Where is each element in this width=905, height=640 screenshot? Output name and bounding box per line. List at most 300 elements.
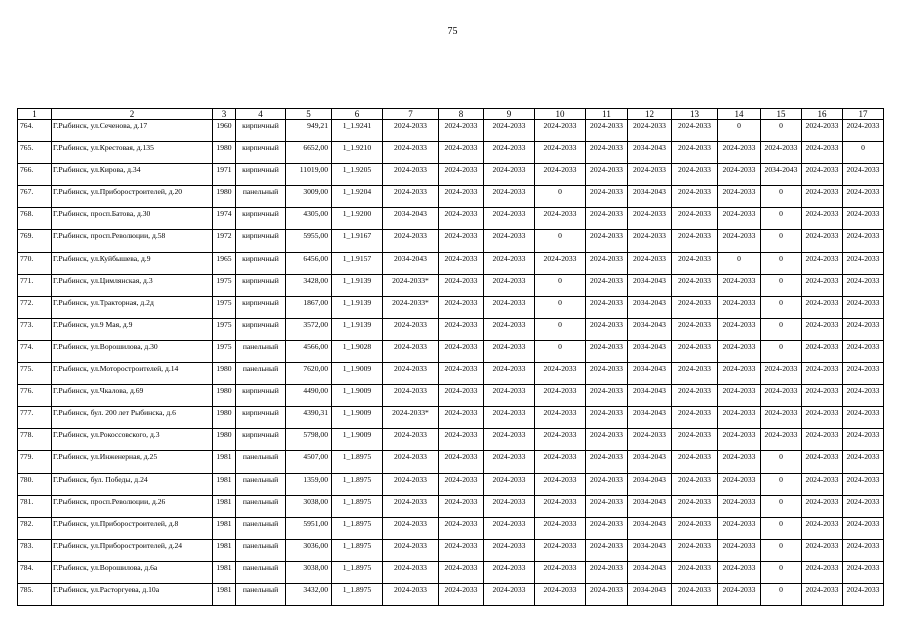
column-header: 1 bbox=[18, 109, 52, 120]
period-9-cell: 2024-2033 bbox=[484, 407, 535, 429]
address-cell: Г.Рыбинск, ул.Куйбышева, д.9 bbox=[52, 252, 213, 274]
period-7-cell: 2024-2033 bbox=[383, 385, 439, 407]
code-cell: 1_1.9205 bbox=[332, 164, 383, 186]
period-13-cell: 2024-2033 bbox=[672, 407, 718, 429]
row-number-cell: 778. bbox=[18, 429, 52, 451]
period-14-cell: 2024-2033 bbox=[718, 539, 761, 561]
period-12-cell: 2034-2043 bbox=[628, 583, 672, 605]
period-10-cell: 0 bbox=[535, 186, 586, 208]
period-9-cell: 2024-2033 bbox=[484, 318, 535, 340]
period-10-cell: 2024-2033 bbox=[535, 495, 586, 517]
period-13-cell: 2024-2033 bbox=[672, 340, 718, 362]
period-14-cell: 2024-2033 bbox=[718, 142, 761, 164]
wall-material-cell: кирпичный bbox=[236, 208, 286, 230]
period-16-cell: 2024-2033 bbox=[802, 142, 843, 164]
row-number-cell: 775. bbox=[18, 363, 52, 385]
area-cell: 3038,00 bbox=[286, 561, 332, 583]
row-number-cell: 767. bbox=[18, 186, 52, 208]
period-10-cell: 2024-2033 bbox=[535, 120, 586, 142]
code-cell: 1_1.9204 bbox=[332, 186, 383, 208]
area-cell: 4507,00 bbox=[286, 451, 332, 473]
period-12-cell: 2024-2033 bbox=[628, 164, 672, 186]
table-row bbox=[18, 296, 884, 318]
row-number-cell: 768. bbox=[18, 208, 52, 230]
area-cell: 5951,00 bbox=[286, 517, 332, 539]
period-13-cell: 2024-2033 bbox=[672, 451, 718, 473]
period-11-cell: 2024-2033 bbox=[586, 230, 628, 252]
period-9-cell: 2024-2033 bbox=[484, 561, 535, 583]
column-header: 3 bbox=[213, 109, 236, 120]
area-cell: 6652,00 bbox=[286, 142, 332, 164]
period-16-cell: 2024-2033 bbox=[802, 252, 843, 274]
period-16-cell: 2024-2033 bbox=[802, 318, 843, 340]
area-cell: 1867,00 bbox=[286, 296, 332, 318]
area-cell: 4490,00 bbox=[286, 385, 332, 407]
period-14-cell: 2024-2033 bbox=[718, 495, 761, 517]
period-17-cell: 2024-2033 bbox=[843, 539, 884, 561]
code-cell: 1_1.8975 bbox=[332, 561, 383, 583]
period-14-cell: 2024-2033 bbox=[718, 208, 761, 230]
period-16-cell: 2024-2033 bbox=[802, 407, 843, 429]
column-header: 12 bbox=[628, 109, 672, 120]
period-14-cell: 2024-2033 bbox=[718, 429, 761, 451]
row-number-cell: 769. bbox=[18, 230, 52, 252]
code-cell: 1_1.9139 bbox=[332, 274, 383, 296]
period-13-cell: 2024-2033 bbox=[672, 208, 718, 230]
period-7-cell: 2024-2033* bbox=[383, 296, 439, 318]
period-12-cell: 2034-2043 bbox=[628, 318, 672, 340]
period-12-cell: 2024-2033 bbox=[628, 208, 672, 230]
column-header: 4 bbox=[236, 109, 286, 120]
year-built-cell: 1981 bbox=[213, 495, 236, 517]
period-17-cell: 2024-2033 bbox=[843, 318, 884, 340]
column-header: 10 bbox=[535, 109, 586, 120]
period-16-cell: 2024-2033 bbox=[802, 495, 843, 517]
buildings-table bbox=[17, 108, 884, 606]
year-built-cell: 1981 bbox=[213, 473, 236, 495]
period-16-cell: 2024-2033 bbox=[802, 451, 843, 473]
period-10-cell: 2024-2033 bbox=[535, 252, 586, 274]
area-cell: 11019,00 bbox=[286, 164, 332, 186]
row-number-cell: 771. bbox=[18, 274, 52, 296]
period-14-cell: 2024-2033 bbox=[718, 583, 761, 605]
wall-material-cell: кирпичный bbox=[236, 164, 286, 186]
year-built-cell: 1980 bbox=[213, 429, 236, 451]
code-cell: 1_1.8975 bbox=[332, 539, 383, 561]
period-15-cell: 0 bbox=[761, 230, 802, 252]
period-9-cell: 2024-2033 bbox=[484, 473, 535, 495]
code-cell: 1_1.9009 bbox=[332, 429, 383, 451]
wall-material-cell: панельный bbox=[236, 473, 286, 495]
year-built-cell: 1981 bbox=[213, 451, 236, 473]
period-16-cell: 2024-2033 bbox=[802, 274, 843, 296]
code-cell: 1_1.9139 bbox=[332, 296, 383, 318]
period-12-cell: 2034-2043 bbox=[628, 561, 672, 583]
period-8-cell: 2024-2033 bbox=[439, 340, 484, 362]
period-17-cell: 2024-2033 bbox=[843, 495, 884, 517]
address-cell: Г.Рыбинск, ул.Инженерная, д.25 bbox=[52, 451, 213, 473]
period-17-cell: 2024-2033 bbox=[843, 164, 884, 186]
area-cell: 6456,00 bbox=[286, 252, 332, 274]
period-12-cell: 2034-2043 bbox=[628, 539, 672, 561]
year-built-cell: 1980 bbox=[213, 407, 236, 429]
period-15-cell: 2024-2033 bbox=[761, 429, 802, 451]
period-8-cell: 2024-2033 bbox=[439, 429, 484, 451]
period-12-cell: 2034-2043 bbox=[628, 495, 672, 517]
code-cell: 1_1.9241 bbox=[332, 120, 383, 142]
table-row bbox=[18, 274, 884, 296]
area-cell: 3428,00 bbox=[286, 274, 332, 296]
period-12-cell: 2034-2043 bbox=[628, 407, 672, 429]
period-12-cell: 2034-2043 bbox=[628, 473, 672, 495]
period-16-cell: 2024-2033 bbox=[802, 164, 843, 186]
period-8-cell: 2024-2033 bbox=[439, 539, 484, 561]
table-row bbox=[18, 363, 884, 385]
period-14-cell: 2024-2033 bbox=[718, 186, 761, 208]
period-14-cell: 0 bbox=[718, 252, 761, 274]
period-14-cell: 2024-2033 bbox=[718, 473, 761, 495]
area-cell: 3009,00 bbox=[286, 186, 332, 208]
period-9-cell: 2024-2033 bbox=[484, 164, 535, 186]
period-17-cell: 2024-2033 bbox=[843, 407, 884, 429]
period-7-cell: 2024-2033 bbox=[383, 495, 439, 517]
period-8-cell: 2024-2033 bbox=[439, 407, 484, 429]
period-10-cell: 2024-2033 bbox=[535, 164, 586, 186]
wall-material-cell: панельный bbox=[236, 186, 286, 208]
year-built-cell: 1981 bbox=[213, 561, 236, 583]
period-10-cell: 2024-2033 bbox=[535, 561, 586, 583]
period-11-cell: 2024-2033 bbox=[586, 473, 628, 495]
period-14-cell: 2024-2033 bbox=[718, 407, 761, 429]
wall-material-cell: кирпичный bbox=[236, 429, 286, 451]
code-cell: 1_1.9028 bbox=[332, 340, 383, 362]
period-12-cell: 2034-2043 bbox=[628, 142, 672, 164]
period-9-cell: 2024-2033 bbox=[484, 296, 535, 318]
wall-material-cell: панельный bbox=[236, 517, 286, 539]
period-8-cell: 2024-2033 bbox=[439, 120, 484, 142]
address-cell: Г.Рыбинск, ул.Чкалова, д.69 bbox=[52, 385, 213, 407]
period-8-cell: 2024-2033 bbox=[439, 517, 484, 539]
row-number-cell: 784. bbox=[18, 561, 52, 583]
row-number-cell: 765. bbox=[18, 142, 52, 164]
column-number-row bbox=[18, 109, 884, 120]
year-built-cell: 1980 bbox=[213, 385, 236, 407]
period-15-cell: 2024-2033 bbox=[761, 142, 802, 164]
period-11-cell: 2024-2033 bbox=[586, 407, 628, 429]
table-row bbox=[18, 186, 884, 208]
period-7-cell: 2024-2033* bbox=[383, 407, 439, 429]
address-cell: Г.Рыбинск, ул.9 Мая, д.9 bbox=[52, 318, 213, 340]
period-9-cell: 2024-2033 bbox=[484, 495, 535, 517]
period-13-cell: 2024-2033 bbox=[672, 473, 718, 495]
period-8-cell: 2024-2033 bbox=[439, 274, 484, 296]
code-cell: 1_1.9009 bbox=[332, 363, 383, 385]
area-cell: 4566,00 bbox=[286, 340, 332, 362]
period-12-cell: 2024-2033 bbox=[628, 429, 672, 451]
period-10-cell: 2024-2033 bbox=[535, 407, 586, 429]
address-cell: Г.Рыбинск, ул.Ворошилова, д.6а bbox=[52, 561, 213, 583]
code-cell: 1_1.9200 bbox=[332, 208, 383, 230]
area-cell: 7620,00 bbox=[286, 363, 332, 385]
period-15-cell: 0 bbox=[761, 583, 802, 605]
period-9-cell: 2024-2033 bbox=[484, 363, 535, 385]
period-17-cell: 2024-2033 bbox=[843, 230, 884, 252]
row-number-cell: 777. bbox=[18, 407, 52, 429]
column-header: 6 bbox=[332, 109, 383, 120]
period-11-cell: 2024-2033 bbox=[586, 274, 628, 296]
address-cell: Г.Рыбинск, бул. Победы, д.24 bbox=[52, 473, 213, 495]
wall-material-cell: панельный bbox=[236, 495, 286, 517]
year-built-cell: 1975 bbox=[213, 318, 236, 340]
period-10-cell: 0 bbox=[535, 274, 586, 296]
period-12-cell: 2024-2033 bbox=[628, 120, 672, 142]
period-10-cell: 2024-2033 bbox=[535, 473, 586, 495]
period-8-cell: 2024-2033 bbox=[439, 495, 484, 517]
area-cell: 3432,00 bbox=[286, 583, 332, 605]
address-cell: Г.Рыбинск, ул.Сеченова, д.17 bbox=[52, 120, 213, 142]
period-15-cell: 0 bbox=[761, 120, 802, 142]
wall-material-cell: панельный bbox=[236, 583, 286, 605]
wall-material-cell: кирпичный bbox=[236, 318, 286, 340]
row-number-cell: 783. bbox=[18, 539, 52, 561]
period-15-cell: 2024-2033 bbox=[761, 385, 802, 407]
period-7-cell: 2024-2033 bbox=[383, 583, 439, 605]
table-row bbox=[18, 120, 884, 142]
wall-material-cell: кирпичный bbox=[236, 385, 286, 407]
wall-material-cell: кирпичный bbox=[236, 252, 286, 274]
area-cell: 4390,31 bbox=[286, 407, 332, 429]
period-16-cell: 2024-2033 bbox=[802, 340, 843, 362]
table-row bbox=[18, 583, 884, 605]
period-15-cell: 2034-2043 bbox=[761, 164, 802, 186]
column-header: 9 bbox=[484, 109, 535, 120]
code-cell: 1_1.9210 bbox=[332, 142, 383, 164]
period-10-cell: 2024-2033 bbox=[535, 208, 586, 230]
period-9-cell: 2024-2033 bbox=[484, 252, 535, 274]
period-8-cell: 2024-2033 bbox=[439, 230, 484, 252]
wall-material-cell: кирпичный bbox=[236, 296, 286, 318]
period-16-cell: 2024-2033 bbox=[802, 539, 843, 561]
period-13-cell: 2024-2033 bbox=[672, 583, 718, 605]
address-cell: Г.Рыбинск, ул.Приборостроителей, д.20 bbox=[52, 186, 213, 208]
period-9-cell: 2024-2033 bbox=[484, 230, 535, 252]
period-8-cell: 2024-2033 bbox=[439, 451, 484, 473]
period-11-cell: 2024-2033 bbox=[586, 583, 628, 605]
period-12-cell: 2034-2043 bbox=[628, 385, 672, 407]
column-header: 13 bbox=[672, 109, 718, 120]
code-cell: 1_1.9009 bbox=[332, 385, 383, 407]
period-14-cell: 0 bbox=[718, 120, 761, 142]
period-9-cell: 2024-2033 bbox=[484, 539, 535, 561]
period-15-cell: 0 bbox=[761, 539, 802, 561]
code-cell: 1_1.9139 bbox=[332, 318, 383, 340]
period-16-cell: 2024-2033 bbox=[802, 363, 843, 385]
period-10-cell: 2024-2033 bbox=[535, 451, 586, 473]
period-11-cell: 2024-2033 bbox=[586, 340, 628, 362]
period-17-cell: 2024-2033 bbox=[843, 473, 884, 495]
period-7-cell: 2024-2033 bbox=[383, 429, 439, 451]
period-8-cell: 2024-2033 bbox=[439, 296, 484, 318]
period-12-cell: 2034-2043 bbox=[628, 340, 672, 362]
page-number: 75 bbox=[447, 26, 458, 37]
period-13-cell: 2024-2033 bbox=[672, 142, 718, 164]
period-7-cell: 2024-2033 bbox=[383, 539, 439, 561]
table-row bbox=[18, 340, 884, 362]
column-header: 7 bbox=[383, 109, 439, 120]
row-number-cell: 764. bbox=[18, 120, 52, 142]
period-15-cell: 0 bbox=[761, 274, 802, 296]
period-11-cell: 2024-2033 bbox=[586, 142, 628, 164]
code-cell: 1_1.8975 bbox=[332, 473, 383, 495]
period-8-cell: 2024-2033 bbox=[439, 561, 484, 583]
address-cell: Г.Рыбинск, ул.Кирова, д.34 bbox=[52, 164, 213, 186]
row-number-cell: 782. bbox=[18, 517, 52, 539]
period-13-cell: 2024-2033 bbox=[672, 429, 718, 451]
period-8-cell: 2024-2033 bbox=[439, 252, 484, 274]
column-header: 11 bbox=[586, 109, 628, 120]
period-7-cell: 2034-2043 bbox=[383, 252, 439, 274]
address-cell: Г.Рыбинск, ул.Ворошилова, д.30 bbox=[52, 340, 213, 362]
wall-material-cell: панельный bbox=[236, 451, 286, 473]
column-header: 14 bbox=[718, 109, 761, 120]
period-10-cell: 2024-2033 bbox=[535, 517, 586, 539]
table-row bbox=[18, 385, 884, 407]
period-14-cell: 2024-2033 bbox=[718, 274, 761, 296]
period-16-cell: 2024-2033 bbox=[802, 230, 843, 252]
wall-material-cell: панельный bbox=[236, 539, 286, 561]
area-cell: 5955,00 bbox=[286, 230, 332, 252]
column-header: 8 bbox=[439, 109, 484, 120]
code-cell: 1_1.9157 bbox=[332, 252, 383, 274]
period-7-cell: 2024-2033 bbox=[383, 517, 439, 539]
period-10-cell: 2024-2033 bbox=[535, 583, 586, 605]
period-12-cell: 2024-2033 bbox=[628, 230, 672, 252]
period-12-cell: 2024-2033 bbox=[628, 252, 672, 274]
year-built-cell: 1971 bbox=[213, 164, 236, 186]
period-8-cell: 2024-2033 bbox=[439, 385, 484, 407]
period-14-cell: 2024-2033 bbox=[718, 296, 761, 318]
year-built-cell: 1975 bbox=[213, 274, 236, 296]
period-16-cell: 2024-2033 bbox=[802, 583, 843, 605]
period-11-cell: 2024-2033 bbox=[586, 208, 628, 230]
period-13-cell: 2024-2033 bbox=[672, 120, 718, 142]
period-17-cell: 0 bbox=[843, 142, 884, 164]
period-13-cell: 2024-2033 bbox=[672, 164, 718, 186]
code-cell: 1_1.8975 bbox=[332, 517, 383, 539]
code-cell: 1_1.9167 bbox=[332, 230, 383, 252]
period-13-cell: 2024-2033 bbox=[672, 385, 718, 407]
period-7-cell: 2024-2033 bbox=[383, 451, 439, 473]
row-number-cell: 766. bbox=[18, 164, 52, 186]
address-cell: Г.Рыбинск, ул.Приборостроителей, д.8 bbox=[52, 517, 213, 539]
address-cell: Г.Рыбинск, ул.Крестовая, д.135 bbox=[52, 142, 213, 164]
period-14-cell: 2024-2033 bbox=[718, 385, 761, 407]
period-7-cell: 2024-2033 bbox=[383, 120, 439, 142]
period-11-cell: 2024-2033 bbox=[586, 385, 628, 407]
period-15-cell: 2024-2033 bbox=[761, 363, 802, 385]
column-header: 5 bbox=[286, 109, 332, 120]
period-9-cell: 2024-2033 bbox=[484, 208, 535, 230]
period-15-cell: 0 bbox=[761, 495, 802, 517]
period-7-cell: 2024-2033 bbox=[383, 561, 439, 583]
period-7-cell: 2024-2033 bbox=[383, 142, 439, 164]
period-7-cell: 2024-2033 bbox=[383, 318, 439, 340]
period-10-cell: 2024-2033 bbox=[535, 363, 586, 385]
address-cell: Г.Рыбинск, ул.Рокоссовского, д.3 bbox=[52, 429, 213, 451]
period-15-cell: 0 bbox=[761, 318, 802, 340]
wall-material-cell: панельный bbox=[236, 340, 286, 362]
period-9-cell: 2024-2033 bbox=[484, 274, 535, 296]
period-7-cell: 2024-2033 bbox=[383, 340, 439, 362]
period-10-cell: 0 bbox=[535, 340, 586, 362]
period-10-cell: 2024-2033 bbox=[535, 142, 586, 164]
table-row bbox=[18, 208, 884, 230]
period-9-cell: 2024-2033 bbox=[484, 120, 535, 142]
year-built-cell: 1981 bbox=[213, 583, 236, 605]
period-7-cell: 2024-2033 bbox=[383, 473, 439, 495]
period-17-cell: 2024-2033 bbox=[843, 120, 884, 142]
wall-material-cell: кирпичный bbox=[236, 407, 286, 429]
period-14-cell: 2024-2033 bbox=[718, 318, 761, 340]
area-cell: 4305,00 bbox=[286, 208, 332, 230]
period-14-cell: 2024-2033 bbox=[718, 340, 761, 362]
period-15-cell: 0 bbox=[761, 208, 802, 230]
table-body bbox=[18, 120, 884, 606]
period-13-cell: 2024-2033 bbox=[672, 230, 718, 252]
period-11-cell: 2024-2033 bbox=[586, 318, 628, 340]
wall-material-cell: кирпичный bbox=[236, 142, 286, 164]
row-number-cell: 776. bbox=[18, 385, 52, 407]
period-15-cell: 0 bbox=[761, 451, 802, 473]
period-17-cell: 2024-2033 bbox=[843, 208, 884, 230]
area-cell: 3036,00 bbox=[286, 539, 332, 561]
period-13-cell: 2024-2033 bbox=[672, 561, 718, 583]
period-17-cell: 2024-2033 bbox=[843, 583, 884, 605]
period-9-cell: 2024-2033 bbox=[484, 429, 535, 451]
row-number-cell: 774. bbox=[18, 340, 52, 362]
year-built-cell: 1980 bbox=[213, 363, 236, 385]
table-row bbox=[18, 517, 884, 539]
table-row bbox=[18, 407, 884, 429]
row-number-cell: 772. bbox=[18, 296, 52, 318]
period-17-cell: 2024-2033 bbox=[843, 340, 884, 362]
period-17-cell: 2024-2033 bbox=[843, 385, 884, 407]
period-10-cell: 2024-2033 bbox=[535, 429, 586, 451]
column-header: 16 bbox=[802, 109, 843, 120]
column-header: 2 bbox=[52, 109, 213, 120]
table-header bbox=[18, 109, 884, 120]
period-9-cell: 2024-2033 bbox=[484, 385, 535, 407]
period-15-cell: 0 bbox=[761, 517, 802, 539]
area-cell: 1359,00 bbox=[286, 473, 332, 495]
row-number-cell: 773. bbox=[18, 318, 52, 340]
period-13-cell: 2024-2033 bbox=[672, 186, 718, 208]
period-13-cell: 2024-2033 bbox=[672, 296, 718, 318]
period-13-cell: 2024-2033 bbox=[672, 252, 718, 274]
period-7-cell: 2034-2043 bbox=[383, 208, 439, 230]
table-row bbox=[18, 318, 884, 340]
column-header: 17 bbox=[843, 109, 884, 120]
period-12-cell: 2034-2043 bbox=[628, 186, 672, 208]
period-14-cell: 2024-2033 bbox=[718, 561, 761, 583]
period-7-cell: 2024-2033 bbox=[383, 230, 439, 252]
period-16-cell: 2024-2033 bbox=[802, 385, 843, 407]
period-17-cell: 2024-2033 bbox=[843, 561, 884, 583]
row-number-cell: 770. bbox=[18, 252, 52, 274]
address-cell: Г.Рыбинск, бул. 200 лет Рыбинска, д.6 bbox=[52, 407, 213, 429]
period-12-cell: 2034-2043 bbox=[628, 363, 672, 385]
period-11-cell: 2024-2033 bbox=[586, 495, 628, 517]
